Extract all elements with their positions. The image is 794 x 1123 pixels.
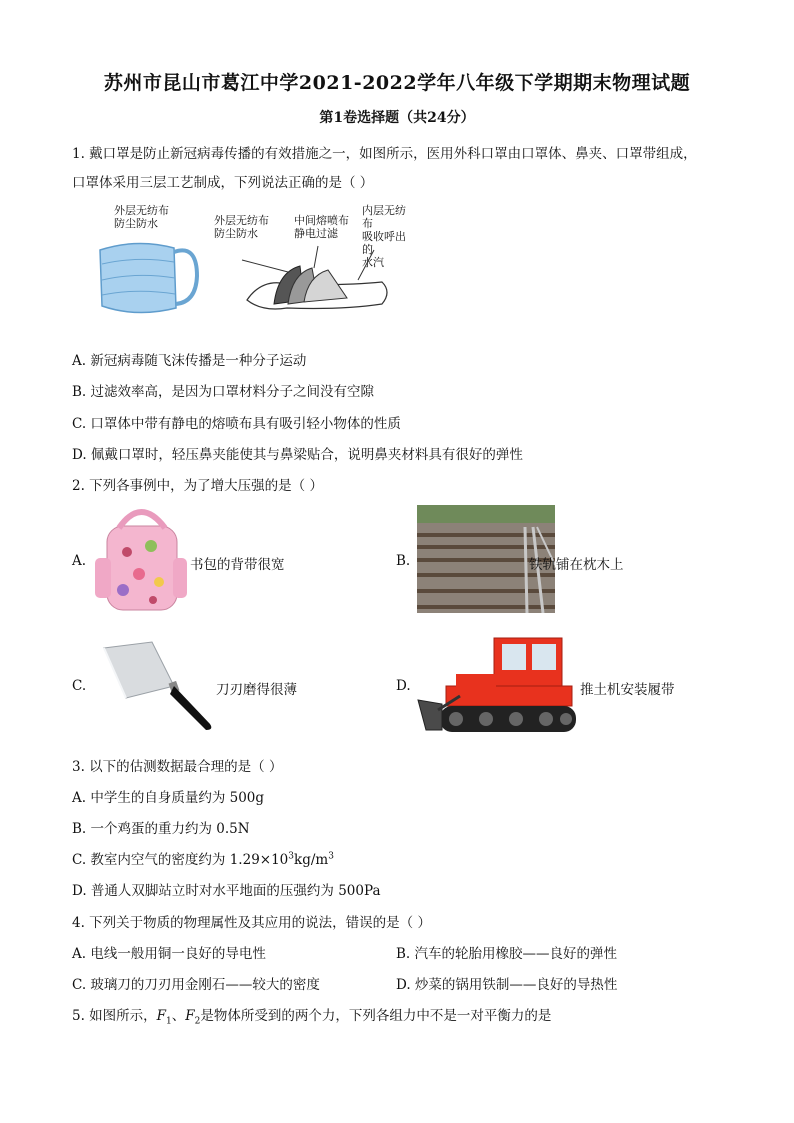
q2-option-c-letter[interactable]: C. [72,678,87,694]
q3-option-c-unit: kg/m [294,852,329,868]
q5-f2: F [185,1008,195,1024]
page-title: 苏州市昆山市葛江中学2021-2022学年八年级下学期期末物理试题 [103,72,691,94]
q1-stem-line1: 1. 戴口罩是防止新冠病毒传播的有效措施之一，如图所示，医用外科口罩由口罩体、鼻夹、口罩带组成， [72,146,697,162]
q3-option-c-unit-exponent: 3 [328,851,334,862]
q2-option-a-text[interactable]: 书包的背带很宽 [190,557,285,573]
q1-option-d[interactable]: D. 佩戴口罩时，轻压鼻夹能使其与鼻梁贴合，说明鼻夹材料具有很好的弹性 [72,447,523,463]
q2-option-c-text[interactable]: 刀刃磨得很薄 [216,682,297,698]
section-subtitle: 第1卷选择题（共24分） [319,110,475,126]
cleaver-knife-icon [104,642,211,730]
q5-prefix: 5. 如图所示， [72,1008,157,1024]
q3-option-c-exponent: 3 [288,851,295,862]
backpack-image [93,502,189,614]
q1-option-c[interactable]: C. 口罩体中带有静电的熔喷布具有吸引轻小物体的性质 [72,416,401,432]
q4-option-b[interactable]: B. 汽车的轮胎用橡胶——良好的弹性 [396,946,618,962]
q5-f2-sub: 2 [194,1016,201,1027]
q5-f1: F [156,1008,167,1024]
q2-option-b-letter[interactable]: B. [396,553,411,569]
q2-option-b-text[interactable]: 铁轨铺在枕木上 [529,557,624,573]
q4-stem: 4. 下列关于物质的物理属性及其应用的说法，错误的是（ ） [72,915,431,931]
backpack-icon [95,512,187,610]
bulldozer-image [416,630,580,738]
q4-option-d[interactable]: D. 炒菜的锅用铁制——良好的导热性 [396,977,618,993]
mask-label-outer-left: 外层无纺布 防尘防水 [114,204,169,230]
q5-stem [72,1004,551,1027]
mask-label-middle: 中间熔喷布 静电过滤 [294,214,349,240]
q1-option-a[interactable]: A. 新冠病毒随飞沫传播是一种分子运动 [72,353,307,369]
q2-stem: 2. 下列各事例中，为了增大压强的是（ ） [72,478,323,494]
q3-option-c[interactable] [72,848,334,868]
surgical-mask-icon [100,243,197,312]
mask-figure [92,200,412,325]
mask-label-inner: 内层无纺布 吸收呼出的 水汽 [362,204,406,269]
q4-option-c[interactable]: C. 玻璃刀的刀刃用金刚石——较大的密度 [72,977,320,993]
q1-option-b[interactable]: B. 过滤效率高，是因为口罩材料分子之间没有空隙 [72,384,375,400]
q5-sep: 、 [171,1008,186,1024]
mask-label-outer: 外层无纺布 防尘防水 [214,214,269,240]
bulldozer-icon [418,638,576,732]
q3-option-c-text: C. 教室内空气的密度约为 1.29×10 [72,852,289,868]
q3-option-a[interactable]: A. 中学生的自身质量约为 500g [72,790,265,806]
q3-option-d[interactable]: D. 普通人双脚站立时对水平地面的压强约为 500Pa [72,883,381,899]
q2-option-a-letter[interactable]: A. [72,553,87,569]
q5-suffix: 是物体所受到的两个力，下列各组力中不是一对平衡力的是 [200,1008,552,1024]
knife-image [100,640,216,732]
mask-layers-icon [242,246,387,309]
q1-stem-line2: 口罩体采用三层工艺制成，下列说法正确的是（ ） [72,175,374,191]
q3-stem: 3. 以下的估测数据最合理的是（ ） [72,759,283,775]
q2-option-d-letter[interactable]: D. [396,678,411,694]
q5-f1-sub: 1 [166,1016,172,1027]
q4-option-a[interactable]: A. 电线一般用铜一良好的导电性 [72,946,266,962]
q2-option-d-text[interactable]: 推土机安装履带 [580,682,675,698]
mask-drawing [92,200,412,325]
q3-option-b[interactable]: B. 一个鸡蛋的重力约为 0.5N [72,821,250,837]
